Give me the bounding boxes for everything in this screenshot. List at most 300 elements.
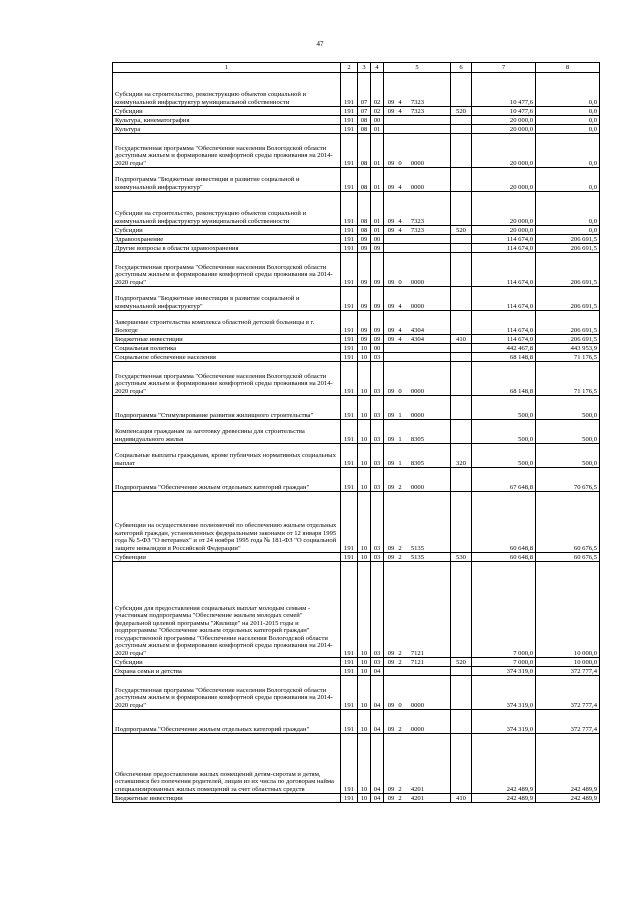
row-target-code (384, 168, 451, 192)
row-amount-year2: 0,0 (536, 73, 600, 107)
row-ministry-code: 191 (341, 226, 358, 235)
row-expense-type (451, 468, 472, 492)
row-section-code: 10 (358, 444, 371, 468)
row-section-code: 08 (358, 125, 371, 134)
target-code-part: 0 (398, 278, 402, 286)
target-code-part: 09 (387, 107, 395, 115)
table-row (113, 468, 600, 492)
row-expense-type (451, 734, 472, 794)
target-code-part: 5135 (410, 553, 424, 561)
row-section-code: 10 (358, 362, 371, 396)
target-code-part: 09 (387, 483, 395, 491)
target-code-part: 0 (398, 159, 402, 167)
row-amount-year1: 60 648,8 (472, 553, 536, 562)
target-code-part: 0 (398, 701, 402, 709)
target-code-part: 09 (387, 544, 395, 552)
header-col-5: 5 (384, 63, 451, 73)
row-name: Здравоохранение (113, 235, 341, 244)
target-code-part: 09 (387, 387, 395, 395)
row-name: Субсидии (113, 107, 341, 116)
row-amount-year2: 500,0 (536, 396, 600, 420)
row-name: Субсидии (113, 226, 341, 235)
row-name: Другие вопросы в области здравоохранения (113, 244, 341, 253)
table-row (113, 287, 600, 311)
table-body (113, 73, 600, 803)
target-code-part: 1 (398, 459, 402, 467)
target-code-part: 09 (387, 435, 395, 443)
target-code-part: 0000 (410, 159, 424, 167)
target-code-part: 4201 (410, 785, 424, 793)
row-name: Подпрограмма "Обеспечение жильем отдельных категорий граждан" (113, 468, 341, 492)
table-row (113, 192, 600, 226)
row-ministry-code: 191 (341, 420, 358, 444)
row-name: Государственная программа "Обеспечение населения Вологодской области доступным жильем и формирование комфортной среды проживания на 2014-2020 годы" (113, 134, 341, 168)
row-amount-year1: 374 319,0 (472, 667, 536, 676)
table-row (113, 311, 600, 335)
target-code-part: 09 (387, 553, 395, 561)
target-code-part: 4201 (410, 794, 424, 802)
table-row (113, 168, 600, 192)
table-row (113, 553, 600, 562)
row-ministry-code: 191 (341, 311, 358, 335)
row-ministry-code: 191 (341, 658, 358, 667)
row-subsection-code: 03 (371, 353, 384, 362)
header-col-7: 7 (472, 63, 536, 73)
row-amount-year2: 500,0 (536, 444, 600, 468)
row-expense-type: 410 (451, 335, 472, 344)
table-row (113, 396, 600, 420)
row-amount-year2: 0,0 (536, 107, 600, 116)
row-amount-year1: 114 674,0 (472, 335, 536, 344)
row-section-code: 10 (358, 344, 371, 353)
target-code-part: 2 (398, 553, 402, 561)
table-row (113, 226, 600, 235)
target-code-part: 5135 (410, 544, 424, 552)
row-expense-type (451, 420, 472, 444)
row-section-code: 10 (358, 353, 371, 362)
row-ministry-code: 191 (341, 794, 358, 803)
row-target-code (384, 676, 451, 710)
header-col-8: 8 (536, 63, 600, 73)
row-name: Социальная политика (113, 344, 341, 353)
row-ministry-code: 191 (341, 676, 358, 710)
target-code-part: 0000 (410, 725, 424, 733)
row-section-code: 10 (358, 734, 371, 794)
row-name: Подпрограмма "Бюджетные инвестиции в развитие социальной и коммунальной инфраструктур" (113, 287, 341, 311)
row-ministry-code: 191 (341, 362, 358, 396)
target-code-part: 09 (387, 725, 395, 733)
target-code-part: 4 (398, 335, 402, 343)
table-row (113, 420, 600, 444)
row-amount-year1: 7 000,0 (472, 562, 536, 658)
page-number: 47 (316, 40, 324, 48)
row-amount-year2: 372 777,4 (536, 710, 600, 734)
row-amount-year2: 0,0 (536, 226, 600, 235)
target-code-part: 7121 (410, 649, 424, 657)
row-ministry-code: 191 (341, 335, 358, 344)
header-col-1: 1 (113, 63, 341, 73)
row-amount-year2: 443 953,9 (536, 344, 600, 353)
target-code-part: 0000 (410, 701, 424, 709)
row-amount-year1: 67 648,8 (472, 468, 536, 492)
row-amount-year2: 206 691,5 (536, 335, 600, 344)
row-amount-year1: 114 674,0 (472, 235, 536, 244)
row-ministry-code: 191 (341, 667, 358, 676)
target-code-part: 1 (398, 411, 402, 419)
row-amount-year2: 372 777,4 (536, 676, 600, 710)
table-row (113, 344, 600, 353)
row-target-code (384, 244, 451, 253)
row-amount-year2: 500,0 (536, 420, 600, 444)
row-subsection-code: 04 (371, 710, 384, 734)
row-target-code (384, 335, 451, 344)
target-code-part: 8305 (410, 435, 424, 443)
row-amount-year2: 0,0 (536, 116, 600, 125)
row-expense-type (451, 362, 472, 396)
target-code-part: 4 (398, 217, 402, 225)
row-expense-type (451, 168, 472, 192)
table-row (113, 444, 600, 468)
row-amount-year2: 0,0 (536, 168, 600, 192)
row-name: Бюджетные инвестиции (113, 794, 341, 803)
row-expense-type (451, 562, 472, 658)
header-col-3: 3 (358, 63, 371, 73)
row-name: Государственная программа "Обеспечение населения Вологодской области доступным жильем и формирование комфортной среды проживания на 2014-2020 годы" (113, 362, 341, 396)
row-expense-type (451, 287, 472, 311)
row-target-code (384, 553, 451, 562)
row-ministry-code: 191 (341, 562, 358, 658)
row-expense-type (451, 492, 472, 553)
target-code-part: 09 (387, 335, 395, 343)
target-code-part: 09 (387, 302, 395, 310)
row-name: Бюджетные инвестиции (113, 335, 341, 344)
target-code-part: 4 (398, 302, 402, 310)
row-subsection-code: 04 (371, 734, 384, 794)
row-expense-type: 520 (451, 107, 472, 116)
row-subsection-code: 03 (371, 444, 384, 468)
row-amount-year2: 70 676,5 (536, 468, 600, 492)
header-col-2: 2 (341, 63, 358, 73)
target-code-part: 09 (387, 794, 395, 802)
row-amount-year2: 206 691,5 (536, 244, 600, 253)
row-amount-year1: 114 674,0 (472, 253, 536, 287)
row-subsection-code: 01 (371, 125, 384, 134)
row-name: Завершение строительства комплекса областной детской больницы в г. Вологде (113, 311, 341, 335)
row-section-code: 10 (358, 468, 371, 492)
row-target-code (384, 226, 451, 235)
row-name: Компенсация гражданам за заготовку древесины для строительства индивидуального жилья (113, 420, 341, 444)
table-row (113, 562, 600, 658)
row-section-code: 08 (358, 134, 371, 168)
target-code-part: 7323 (410, 98, 424, 106)
row-ministry-code: 191 (341, 468, 358, 492)
row-amount-year1: 60 648,8 (472, 492, 536, 553)
row-amount-year2: 372 777,4 (536, 667, 600, 676)
row-ministry-code: 191 (341, 73, 358, 107)
table-row (113, 116, 600, 125)
row-amount-year2: 10 000,0 (536, 658, 600, 667)
target-code-part: 7323 (410, 107, 424, 115)
row-section-code: 10 (358, 658, 371, 667)
row-subsection-code: 09 (371, 253, 384, 287)
row-amount-year1: 68 148,8 (472, 353, 536, 362)
table-row (113, 107, 600, 116)
row-section-code: 10 (358, 492, 371, 553)
row-target-code (384, 396, 451, 420)
row-amount-year1: 7 000,0 (472, 658, 536, 667)
target-code-part: 09 (387, 217, 395, 225)
target-code-part: 2 (398, 794, 402, 802)
row-amount-year1: 442 467,8 (472, 344, 536, 353)
target-code-part: 0000 (410, 387, 424, 395)
row-expense-type (451, 116, 472, 125)
row-ministry-code: 191 (341, 710, 358, 734)
target-code-part: 2 (398, 649, 402, 657)
row-name: Социальные выплаты гражданам, кроме публичных нормативных социальных выплат (113, 444, 341, 468)
table-header (113, 63, 600, 73)
row-ministry-code: 191 (341, 235, 358, 244)
row-name: Обеспечение предоставления жилых помещений детям-сиротам и детям, оставшимся без попечения родителей, лицам из их числа по договорам найма специализированных жилых помещений за счет областных средств (113, 734, 341, 794)
target-code-part: 09 (387, 785, 395, 793)
row-amount-year2: 242 489,9 (536, 734, 600, 794)
row-ministry-code: 191 (341, 287, 358, 311)
row-target-code (384, 287, 451, 311)
row-target-code (384, 667, 451, 676)
row-subsection-code: 02 (371, 73, 384, 107)
target-code-part: 2 (398, 785, 402, 793)
target-code-part: 09 (387, 183, 395, 191)
row-target-code (384, 444, 451, 468)
target-code-part: 2 (398, 658, 402, 666)
row-section-code: 10 (358, 396, 371, 420)
row-target-code (384, 107, 451, 116)
row-subsection-code: 00 (371, 116, 384, 125)
table-row (113, 492, 600, 553)
row-ministry-code: 191 (341, 125, 358, 134)
row-target-code (384, 734, 451, 794)
table-row (113, 658, 600, 667)
row-amount-year2: 60 676,5 (536, 553, 600, 562)
row-section-code: 09 (358, 235, 371, 244)
row-subsection-code: 04 (371, 676, 384, 710)
row-amount-year2: 206 691,5 (536, 311, 600, 335)
row-amount-year1: 374 319,0 (472, 676, 536, 710)
target-code-part: 7323 (410, 226, 424, 234)
table-row (113, 667, 600, 676)
row-expense-type: 320 (451, 444, 472, 468)
row-expense-type (451, 676, 472, 710)
row-expense-type (451, 667, 472, 676)
target-code-part: 4 (398, 98, 402, 106)
row-name: Государственная программа "Обеспечение населения Вологодской области доступным жильем и формирование комфортной среды проживания на 2014-2020 годы" (113, 253, 341, 287)
row-amount-year1: 242 489,9 (472, 734, 536, 794)
row-section-code: 10 (358, 420, 371, 444)
row-name: Подпрограмма "Стимулирование развития жилищного строительства" (113, 396, 341, 420)
table-row (113, 134, 600, 168)
row-section-code: 09 (358, 335, 371, 344)
target-code-part: 09 (387, 98, 395, 106)
row-name: Охрана семьи и детства (113, 667, 341, 676)
table-row (113, 794, 600, 803)
target-code-part: 09 (387, 326, 395, 334)
row-subsection-code: 00 (371, 344, 384, 353)
table-row (113, 125, 600, 134)
row-expense-type: 520 (451, 658, 472, 667)
row-amount-year2: 0,0 (536, 192, 600, 226)
target-code-part: 09 (387, 649, 395, 657)
row-subsection-code: 03 (371, 362, 384, 396)
table-row (113, 244, 600, 253)
row-section-code: 10 (358, 667, 371, 676)
row-amount-year1: 114 674,0 (472, 244, 536, 253)
table-row (113, 362, 600, 396)
row-ministry-code: 191 (341, 344, 358, 353)
row-ministry-code: 191 (341, 396, 358, 420)
row-subsection-code: 01 (371, 226, 384, 235)
target-code-part: 2 (398, 544, 402, 552)
row-expense-type (451, 253, 472, 287)
row-amount-year2: 242 489,9 (536, 794, 600, 803)
row-name: Субсидии на строительство, реконструкцию объектов социальной и коммунальной инфраструктур муниципальной собственности (113, 192, 341, 226)
row-target-code (384, 192, 451, 226)
row-target-code (384, 311, 451, 335)
row-subsection-code: 03 (371, 492, 384, 553)
row-section-code: 10 (358, 676, 371, 710)
table-row (113, 710, 600, 734)
row-subsection-code: 00 (371, 235, 384, 244)
row-expense-type (451, 73, 472, 107)
target-code-part: 0000 (410, 183, 424, 191)
budget-table (112, 62, 600, 803)
row-section-code: 08 (358, 116, 371, 125)
row-name: Государственная программа "Обеспечение населения Вологодской области доступным жильем и формирование комфортной среды проживания на 2014-2020 годы" (113, 676, 341, 710)
row-name: Субсидии на строительство, реконструкцию объектов социальной и коммунальной инфраструктур муниципальной собственности (113, 73, 341, 107)
row-name: Субсидии (113, 658, 341, 667)
table-row (113, 235, 600, 244)
row-amount-year1: 20 000,0 (472, 226, 536, 235)
target-code-part: 09 (387, 159, 395, 167)
row-ministry-code: 191 (341, 253, 358, 287)
row-subsection-code: 01 (371, 168, 384, 192)
row-section-code: 08 (358, 226, 371, 235)
row-expense-type (451, 235, 472, 244)
row-target-code (384, 492, 451, 553)
row-expense-type: 410 (451, 794, 472, 803)
row-subsection-code: 04 (371, 794, 384, 803)
row-name: Подпрограмма "Обеспечение жильем отдельных категорий граждан" (113, 710, 341, 734)
row-name: Культура, кинематография (113, 116, 341, 125)
target-code-part: 09 (387, 658, 395, 666)
row-subsection-code: 04 (371, 667, 384, 676)
header-col-6: 6 (451, 63, 472, 73)
table-row (113, 734, 600, 794)
row-amount-year2: 206 691,5 (536, 235, 600, 244)
row-subsection-code: 09 (371, 287, 384, 311)
row-amount-year2: 71 176,5 (536, 353, 600, 362)
target-code-part: 2 (398, 725, 402, 733)
row-name: Субвенции на осуществление полномочий по обеспечению жильем отдельных категорий граждан, установленных федеральными законами от 12 января 1995 года № 5-ФЗ "О ветеранах" и от 24 ноября 1995 года № 181-ФЗ "О социальной защите инвалидов в Российской Федерации" (113, 492, 341, 553)
target-code-part: 2 (398, 483, 402, 491)
target-code-part: 4 (398, 326, 402, 334)
row-expense-type (451, 344, 472, 353)
row-amount-year2: 206 691,5 (536, 287, 600, 311)
row-amount-year1: 114 674,0 (472, 311, 536, 335)
row-subsection-code: 03 (371, 468, 384, 492)
row-amount-year2: 10 000,0 (536, 562, 600, 658)
row-amount-year1: 374 319,0 (472, 710, 536, 734)
row-section-code: 10 (358, 710, 371, 734)
row-amount-year1: 500,0 (472, 396, 536, 420)
row-amount-year1: 20 000,0 (472, 116, 536, 125)
target-code-part: 4 (398, 107, 402, 115)
target-code-part: 09 (387, 701, 395, 709)
row-section-code: 10 (358, 553, 371, 562)
row-ministry-code: 191 (341, 734, 358, 794)
row-expense-type: 530 (451, 553, 472, 562)
row-target-code (384, 562, 451, 658)
row-expense-type (451, 192, 472, 226)
row-section-code: 09 (358, 311, 371, 335)
target-code-part: 09 (387, 459, 395, 467)
row-section-code: 09 (358, 244, 371, 253)
row-target-code (384, 353, 451, 362)
row-amount-year1: 500,0 (472, 444, 536, 468)
row-subsection-code: 03 (371, 396, 384, 420)
row-name: Социальное обеспечение населения (113, 353, 341, 362)
target-code-part: 09 (387, 278, 395, 286)
row-subsection-code: 03 (371, 553, 384, 562)
row-amount-year1: 20 000,0 (472, 192, 536, 226)
row-ministry-code: 191 (341, 244, 358, 253)
row-ministry-code: 191 (341, 553, 358, 562)
row-amount-year1: 500,0 (472, 420, 536, 444)
target-code-part: 0000 (410, 411, 424, 419)
row-subsection-code: 03 (371, 562, 384, 658)
row-ministry-code: 191 (341, 192, 358, 226)
row-subsection-code: 01 (371, 134, 384, 168)
row-target-code (384, 794, 451, 803)
row-target-code (384, 73, 451, 107)
target-code-part: 8305 (410, 459, 424, 467)
row-amount-year2: 0,0 (536, 134, 600, 168)
target-code-part: 0 (398, 387, 402, 395)
row-target-code (384, 125, 451, 134)
row-name: Субсидия для предоставления социальных выплат молодым семьям - участникам подпрограммы "Обеспечение жильем молодых семей" федеральной целевой программы "Жилище" на 2011-2015 годы и подпрограммы "Обеспечение жильем отдельных категорий граждан" государственной программы "Обеспечение населения Вологодской области доступным жильем и формирование комфортной среды проживания на 2014-2020 годы" (113, 562, 341, 658)
row-target-code (384, 658, 451, 667)
row-name: Субвенции (113, 553, 341, 562)
row-amount-year1: 20 000,0 (472, 168, 536, 192)
row-target-code (384, 468, 451, 492)
row-section-code: 09 (358, 253, 371, 287)
target-code-part: 4304 (410, 335, 424, 343)
row-amount-year1: 10 477,6 (472, 107, 536, 116)
row-subsection-code: 09 (371, 335, 384, 344)
target-code-part: 7121 (410, 658, 424, 666)
row-amount-year1: 20 000,0 (472, 134, 536, 168)
row-amount-year2: 206 691,5 (536, 253, 600, 287)
row-subsection-code: 02 (371, 107, 384, 116)
row-section-code: 08 (358, 192, 371, 226)
row-ministry-code: 191 (341, 168, 358, 192)
row-ministry-code: 191 (341, 134, 358, 168)
target-code-part: 4 (398, 183, 402, 191)
row-target-code (384, 134, 451, 168)
header-col-4: 4 (371, 63, 384, 73)
row-target-code (384, 344, 451, 353)
row-target-code (384, 362, 451, 396)
row-section-code: 07 (358, 73, 371, 107)
target-code-part: 7323 (410, 217, 424, 225)
